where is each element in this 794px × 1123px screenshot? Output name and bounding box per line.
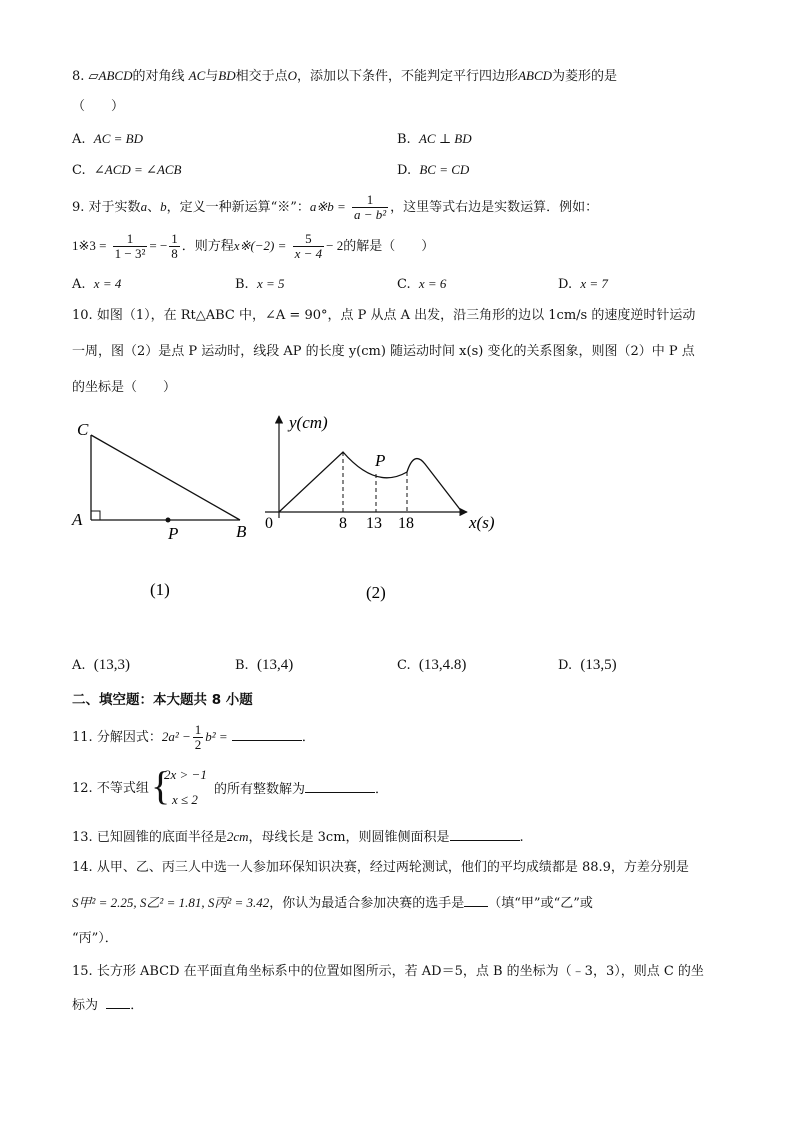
tick-18: 18 [398, 515, 414, 532]
q9-option-a[interactable]: A. x = 4 [72, 276, 122, 292]
q11-answer-blank[interactable] [232, 728, 302, 741]
q9-stem-line2: 1※3 = $\frac{1}{\text{1 − 3²}}$ = − $\frac{1}{8}$ ．则方程x※(−2) = $\frac{5}{x - 4}$ − 2的解是（ ） [72, 231, 435, 261]
point-p-dot [166, 518, 171, 523]
q9-stem-line1: 9. 对于实数a、b，定义一种新运算“※”：a※b = $\frac{1}{\text{a − b²}}$ ，这里等式右边是实数运算．例如： [72, 192, 599, 222]
q10-stem-line1: 10. 如图（1），在 Rt△ABC 中，∠A = 90°，点 P 从点 A 出发，沿三角形的边以 1cm/s 的速度逆时针运动 [72, 308, 696, 323]
q14-line1: 14. 从甲、乙、丙三人中选一人参加环保知识决赛，经过两轮测试，他们的平均成绩都是 88.9，方差分别是 [72, 860, 689, 875]
q9-option-b[interactable]: B. x = 5 [235, 276, 285, 292]
tick-13: 13 [366, 515, 382, 532]
q8-stem: 8. ▱ABCD的对角线 AC与BD相交于点O，添加以下条件，不能判定平行四边形ABCD为菱形的是 [72, 68, 618, 84]
right-angle-mark [91, 511, 100, 520]
q15-line2: 标为 ． [72, 998, 144, 1013]
graph-curve [279, 452, 462, 512]
q10-option-b[interactable]: B. (13,4) [235, 657, 294, 673]
q11-line: 11. 分解因式：2a² − $\frac{1}{2}$ b² = ． [72, 722, 315, 752]
q12-line: 12. 不等式组 [72, 781, 149, 796]
q12-answer-blank[interactable] [305, 780, 375, 793]
q9-option-c[interactable]: C. x = 6 [397, 276, 447, 292]
label-b: B [236, 522, 247, 541]
q9-example-fraction: $\frac{1}{\text{1 − 3²}}$ [114, 231, 146, 261]
figure2-caption: (2) [366, 583, 386, 602]
x-axis-label: x(s) [469, 513, 495, 532]
q13-answer-blank[interactable] [450, 828, 520, 841]
q15-answer-blank[interactable] [106, 996, 130, 1009]
q8-option-b[interactable]: B. AC ⊥ BD [397, 131, 472, 147]
q12-inequality-2: x ≤ 2 [172, 792, 198, 807]
q9-option-d[interactable]: D. x = 7 [558, 276, 608, 292]
q8-option-a[interactable]: A. AC = BD [72, 131, 144, 147]
q8-option-d[interactable]: D. BC = CD [397, 162, 470, 178]
q9-definition-fraction: $\frac{1}{\text{a − b²}}$ [353, 192, 387, 222]
origin-label: 0 [265, 515, 273, 532]
q9-example-result-fraction: $\frac{1}{8}$ [171, 231, 178, 261]
q14-line3: “丙”）． [72, 931, 118, 946]
q8-option-c[interactable]: C. ∠ACD = ∠ACB [72, 162, 182, 178]
tick-8: 8 [339, 515, 347, 532]
q10-figure1-triangle [60, 415, 260, 615]
q10-stem-line2: 一周，图（2）是点 P 运动时，线段 AP 的长度 y(cm) 随运动时间 x(s) 变化的关系图象，则图（2）中 P 点 [72, 344, 695, 359]
q10-figure2-graph [255, 410, 515, 610]
q8-number: 8. [72, 69, 85, 84]
triangle-side-bc [91, 435, 240, 520]
q10-option-d[interactable]: D. (13,5) [558, 657, 617, 673]
q15-line1: 15. 长方形 ABCD 在平面直角坐标系中的位置如图所示，若 AD＝5，点 B 的坐标为（﹣3，3），则点 C 的坐 [72, 964, 704, 979]
point-p-label: P [375, 451, 386, 470]
q9-equation-fraction: $\frac{5}{x - 4}$ [294, 231, 323, 261]
label-a: A [72, 510, 83, 529]
q12-brace: { [151, 763, 171, 808]
q12-line-end: 的所有整数解为 ． [214, 782, 389, 797]
q12-inequality-1: 2x > −1 [164, 767, 207, 782]
y-axis-label: y(cm) [289, 413, 328, 432]
figure1-caption: (1) [150, 580, 170, 599]
q13-line: 13. 已知圆锥的底面半径是2cm，母线长是 3cm，则圆锥侧面积是 . [72, 829, 524, 845]
q8-answer-paren: （ ） [72, 99, 125, 114]
section-title-fill-in: 二、填空题：本大题共 8 小题 [72, 692, 253, 708]
q14-line2: S甲² = 2.25, S乙² = 1.81, S丙² = 3.42，你认为最适合参加决赛的选手是 （填“甲”或“乙”或 [72, 895, 593, 911]
q11-fraction: $\frac{1}{2}$ [194, 722, 202, 752]
label-c: C [77, 420, 89, 439]
q14-answer-blank[interactable] [464, 894, 488, 907]
q10-option-a[interactable]: A. (13,3) [72, 657, 131, 673]
q10-stem-line3: 的坐标是（ ） [72, 380, 177, 395]
label-p: P [168, 524, 179, 543]
q10-option-c[interactable]: C. (13,4.8) [397, 657, 467, 673]
